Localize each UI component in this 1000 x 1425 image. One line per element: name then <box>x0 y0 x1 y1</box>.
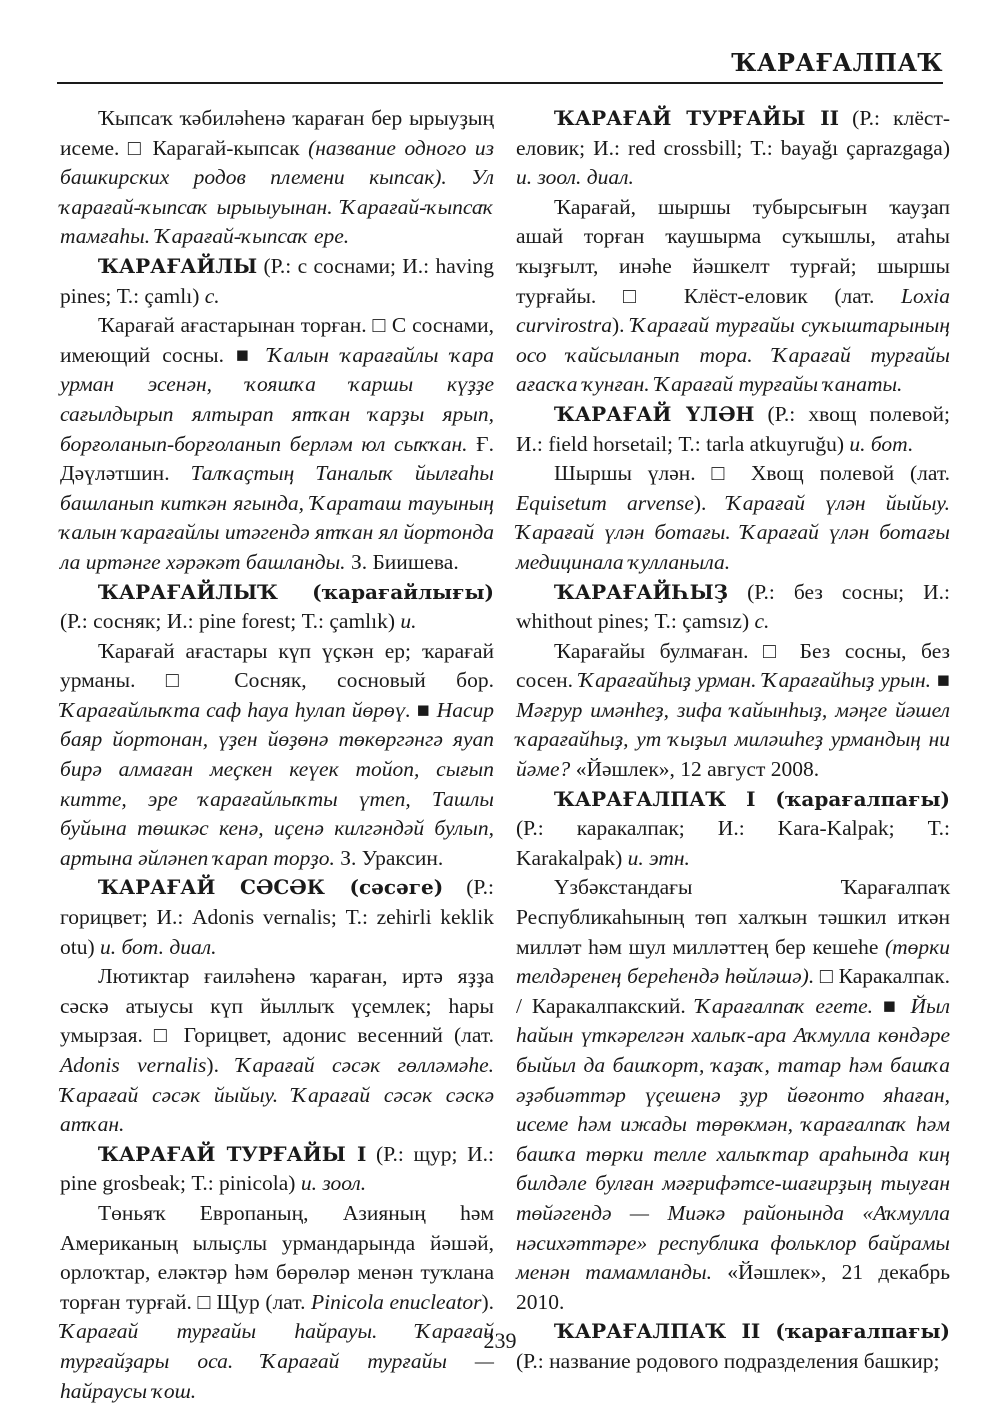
text-run: ■ <box>410 697 437 722</box>
text-run: «Йәшлек», 12 август 2008. <box>570 757 820 782</box>
text-run: Лютиктар ғаиләһенә ҡараған, иртә яҙҙа сәскә атыусы күп йыллыҡ үҫемлек; һары умырзая. □ Горицвет, адонис весенний (лат. <box>60 964 494 1048</box>
headword: ҠАРАҒАЙ ТУРҒАЙЫ I <box>98 1141 367 1166</box>
text-run: Ҡыпсаҡ ҡәбиләһенә ҡараған бер ырыуҙың исеме. □ Карагай-кыпсак <box>60 106 494 160</box>
page-header <box>57 46 943 84</box>
headword: ҠАРАҒАЙ ҮЛӘН <box>554 401 755 426</box>
italic-text: и. бот. <box>849 431 914 456</box>
entry-heading <box>60 1140 494 1199</box>
italic-text: Ҡарағай үлән йыйыу. Ҡарағай үлән ботағы. Ҡарағай үлән ботағы медицинала ҡулланыла. <box>516 490 950 574</box>
text-run: Ҡарағай ағастары күп үҫкән ер; ҡарағай урманы. □ Сосняк, сосновый бор. <box>60 638 494 693</box>
entry-heading <box>516 785 950 874</box>
text-run: (Р.: сосняк; И.: pine forest; Т.: çamlık) <box>60 609 401 634</box>
italic-text: Насир баяр йортонан, үҙен йөҙөнә төкөргәнгә яуап бирә алмаған меҫкен кеүек тойоп, сығып китте, эре ҡарағайлыҡты үтеп, Ташлы буйына төшкәс кенә, иҫенә килгәндәй булып, артына әйләнеп ҡарап торҙо. <box>60 697 494 870</box>
entry-heading <box>516 104 950 193</box>
headword: ҠАРАҒАЙЛЫ <box>98 253 258 278</box>
text-run: Ҡарағайы булмаған. □ Без сосны, без сосен. <box>516 638 950 693</box>
italic-text: Ҡарағай турғайы һайрауы. Ҡарағай турғайҙары оса. Ҡарағай турғайы — һайраусы ҡош. <box>60 1319 494 1403</box>
page-number: 239 <box>483 1328 517 1353</box>
italic-text: с. <box>204 283 220 308</box>
text-run: ■ <box>873 993 911 1018</box>
entry-definition <box>60 104 494 252</box>
italic-text: (төрки телдәренең береһендә һөйләшә). <box>516 934 950 989</box>
italic-text: и. зоол. диал. <box>516 165 634 190</box>
entry-heading <box>516 400 950 459</box>
entry-definition <box>516 873 950 1317</box>
text-run: Ғ. Дәүләтшин. <box>60 431 494 486</box>
header-rule <box>57 82 943 84</box>
headword: ҠАРАҒАЙҺЫҘ <box>554 579 729 604</box>
text-run: (Р.: без сосны; И.: whithout pines; Т.: çamsız) <box>516 579 950 634</box>
italic-text: Ҡарағалпаҡ егете. <box>695 993 874 1018</box>
italic-text: Loxia curvirostra <box>516 283 950 338</box>
left-column <box>60 104 494 1406</box>
text-run: Үзбәкстандағы Ҡарағалпаҡ Республикаһының төп халҡын тәшкил иткән милләт һәм шул милләттең бер кешеһе <box>516 875 950 959</box>
text-run: □ Каракалпак. / Каракалпакский. <box>516 964 950 1018</box>
text-run: «Йәшлек», 21 декабрь 2010. <box>516 1260 951 1314</box>
italic-text: Талҡаҫтың Таналыҡ йылғаһы башланып киткән ягында, Ҡараташ тауының ҡалын ҡарағайлы итәгендә ятҡан ял йортонда ла иртәнге хәрәкәт башланды. <box>60 461 494 574</box>
text-run: Төньяҡ Европаның, Азияның һәм Американың ылыҫлы урмандарында йәшәй, орлоҡтар, еләктәр һәм бөрөләр менән туҡлана торған турғай. □ Щур (лат. <box>60 1200 494 1314</box>
entry-heading <box>60 252 494 311</box>
text-run: (Р.: клёст-еловик; И.: red crossbill; Т.: bayağı çaprazgaga) <box>516 106 950 160</box>
italic-text: Ҡарағай сәсәк гөлләмәһе. Ҡарағай сәсәк йыйыу. Ҡарағай сәсәк сәскә атҡан. <box>60 1053 494 1137</box>
entry-heading <box>516 578 950 637</box>
entry-definition <box>516 193 950 400</box>
italic-text: с. <box>754 609 770 634</box>
italic-text: Equisetum arvense <box>516 490 694 515</box>
italic-text: Ҡарағайһыҙ урман. Ҡарағайһыҙ урын. <box>579 668 932 693</box>
italic-text: Йыл һайын үткәрелгән халыҡ-ара Аҡмулла көндәре быйыл да башҡорт, ҡаҙаҡ, татар һәм башҡа әҙәбиәттәр үҫешенә ҙур йөғонто яһаған, исеме һәм ижады төрөкмән, ҡарағалпаҡ һәм башҡа төрки телле халыҡтар араһында киң билдәле булған мәғрифәтсе-шағирҙың тыуған төйәгендә — Миәкә районында «Аҡмулла нәсихәттәре» республика фольклор байрамы менән тамамланды. <box>516 993 950 1285</box>
italic-text: и. зоол. <box>300 1171 367 1196</box>
text-run: Ҡарағай, шыршы тубырсығын ҡауҙап ашай торған ҡаушырма суҡышлы, атаһы ҡыҙғылт, инәһе йәшкелт турғай; шыршы турғайы. □ Клёст-еловик (лат. <box>516 194 950 308</box>
text-run: ■ <box>235 342 268 367</box>
italic-text: (название одного из башкирских родов племени кыпсак). Ул ҡарағай-ҡыпсаҡ ырыыуынан. Ҡарағай-ҡыпсаҡ тамғаһы. Ҡарағай-ҡыпсаҡ ере. <box>60 135 494 249</box>
entry-definition <box>60 1199 494 1406</box>
italic-text: Adonis vernalis <box>60 1053 207 1077</box>
italic-text: Ҡарағай турғайы суҡыштарының осо ҡайсыланып тора. Ҡарағай турғайы ағасҡа ҡунған. Ҡарағай турғайы ҡанаты. <box>516 313 950 397</box>
running-head: ҠАРАҒАЛПАҠ <box>731 48 943 77</box>
headword: ҠАРАҒАЙЛЫҠ (ҡарағайлығы) <box>98 579 494 604</box>
headword: ҠАРАҒАЛПАҠ II (ҡарағалпағы) <box>554 1319 950 1344</box>
text-run: ■ <box>931 668 950 693</box>
text-run: ). <box>611 313 631 338</box>
text-run: ). <box>693 490 727 515</box>
text-run: (Р.: название родового подразделения башкир; <box>516 1348 940 1373</box>
right-column <box>516 104 950 1377</box>
italic-text: и. бот. диал. <box>100 934 217 959</box>
italic-text: Pinicola enucleator <box>311 1289 482 1314</box>
text-run: (Р.: горицвет; И.: Adonis vernalis; Т.: zehirli keklik otu) <box>60 875 494 959</box>
entry-definition <box>60 311 494 577</box>
headword: ҠАРАҒАЛПАҠ I (ҡарағалпағы) <box>554 786 950 811</box>
entry-definition <box>60 637 494 874</box>
text-run: ). <box>206 1053 237 1077</box>
text-run: ). <box>481 1289 494 1314</box>
text-run: З. Ураксин. <box>334 845 444 870</box>
text-run: (Р.: с соснами; И.: having pines; Т.: çamlı) <box>60 253 494 308</box>
text-run: Ҡарағай ағастарынан торған. □ С соснами, имеющий сосны. <box>60 313 494 367</box>
headword: ҠАРАҒАЙ ТУРҒАЙЫ II <box>554 106 839 130</box>
italic-text: Ҡалын ҡарағайлы ҡара урман эсенән, ҡояшҡа ҡаршы күҙҙе сағылдырып ялтырап ятҡан ҡарҙы ярып, борғоланып-борғоланып берләм юл сыҡҡан. <box>60 342 495 456</box>
text-run: З. Биишева. <box>345 549 459 574</box>
entry-heading <box>60 578 494 637</box>
text-run: (Р.: щур; И.: pine grosbeak; Т.: pinicola) <box>60 1141 494 1196</box>
entry-definition <box>516 637 950 785</box>
text-run: Шыршы үлән. □ Хвощ полевой (лат. <box>554 461 950 486</box>
italic-text: Ҡарағайлыҡта саф һауа һулап йөрөү. <box>60 697 411 722</box>
text-run: (Р.: каракалпак; И.: Kara-Kalpak; Т.: Karakalpak) <box>516 816 950 870</box>
italic-text: Мәғрур имәнһеҙ, зифа ҡайынһыҙ, мәңге йәшел ҡарағайһыҙ, ут ҡыҙыл миләшһеҙ урмандың ни йәме? <box>516 697 950 782</box>
italic-text: и. <box>400 609 417 634</box>
entry-heading <box>60 873 494 962</box>
entry-definition <box>60 962 494 1140</box>
text-run: (Р.: хвощ полевой; И.: field horsetail; Т.: tarla atkuyruğu) <box>516 401 950 456</box>
italic-text: и. этн. <box>627 845 690 870</box>
entry-definition <box>516 459 950 577</box>
headword: ҠАРАҒАЙ СӘСӘК (сәсәге) <box>98 875 444 900</box>
